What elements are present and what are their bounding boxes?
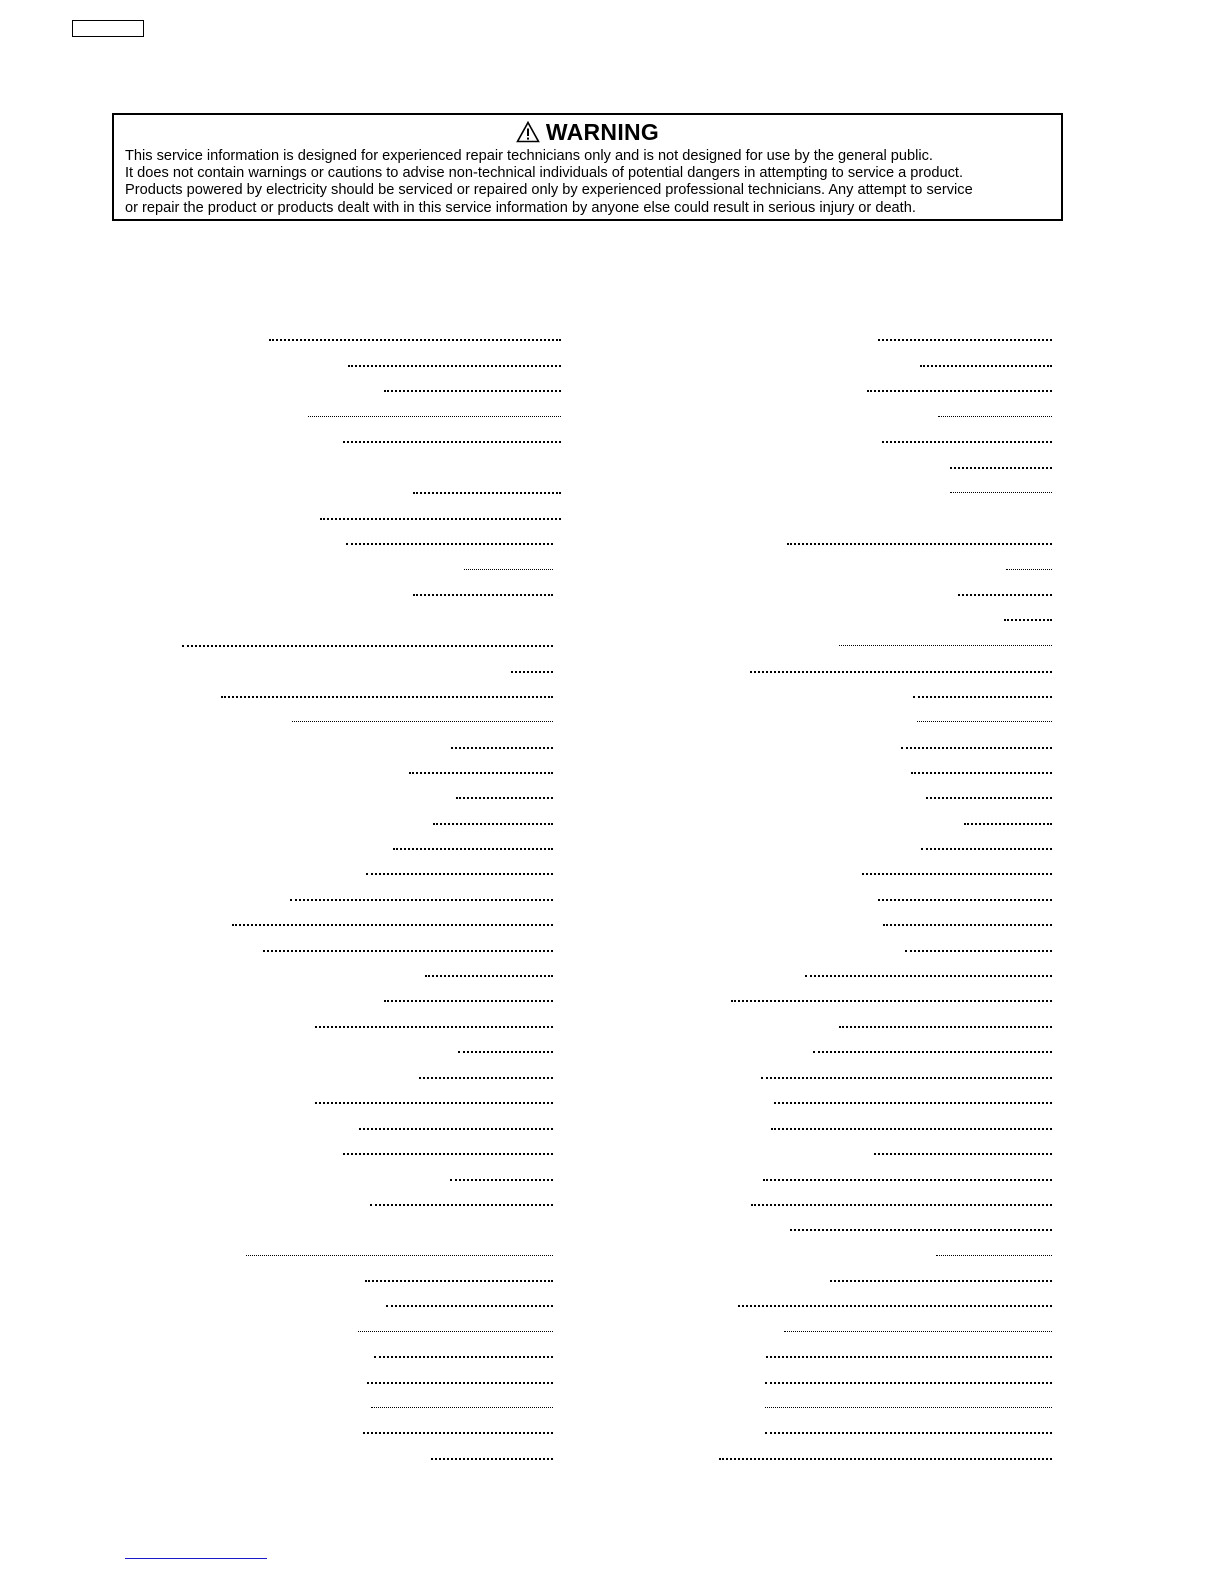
toc-dot-leader-left xyxy=(511,671,553,673)
toc-dot-leader-right xyxy=(958,594,1052,596)
toc-dot-leader-right xyxy=(731,1000,1052,1002)
toc-dot-leader-right xyxy=(911,772,1052,774)
toc-dot-leader-right xyxy=(839,645,1052,646)
toc-dot-leader-right xyxy=(950,467,1052,469)
toc-dot-leader-right xyxy=(761,1077,1052,1079)
warning-line: This service information is designed for experienced repair technicians only and is not designed for use by the general public. xyxy=(125,148,933,164)
toc-dot-leader-right xyxy=(750,671,1052,673)
toc-dot-leader-right xyxy=(913,696,1052,698)
toc-dot-leader-right xyxy=(765,1407,1052,1408)
toc-dot-leader-left xyxy=(384,390,561,392)
toc-dot-leader-right xyxy=(774,1102,1052,1104)
toc-dot-leader-left xyxy=(221,696,553,698)
toc-dot-leader-left xyxy=(371,1407,553,1408)
toc-dot-leader-left xyxy=(348,365,561,367)
toc-dot-leader-left xyxy=(367,1382,553,1384)
toc-dot-leader-left xyxy=(384,1000,553,1002)
toc-dot-leader-left xyxy=(386,1305,553,1307)
warning-line: or repair the product or products dealt with in this service information by anyone else could result in serious injury or death. xyxy=(125,199,916,216)
toc-dot-leader-right xyxy=(805,975,1052,977)
toc-dot-leader-right xyxy=(790,1229,1052,1231)
toc-dot-leader-right xyxy=(765,1382,1052,1384)
toc-dot-leader-left xyxy=(409,772,553,774)
toc-dot-leader-right xyxy=(878,339,1052,341)
toc-dot-leader-left xyxy=(269,339,561,341)
toc-dot-leader-right xyxy=(920,365,1052,367)
toc-dot-leader-left xyxy=(320,518,561,520)
warning-line: It does not contain warnings or cautions to advise non-technical individuals of potential dangers in attempting to service a product. xyxy=(125,165,964,182)
toc-dot-leader-right xyxy=(878,899,1052,901)
toc-dot-leader-right xyxy=(719,1458,1052,1460)
toc-dot-leader-right xyxy=(787,543,1052,545)
toc-dot-leader-left xyxy=(425,975,553,977)
toc-dot-leader-right xyxy=(766,1356,1052,1358)
toc-dot-leader-left xyxy=(315,1102,553,1104)
toc-dot-leader-right xyxy=(936,1255,1052,1256)
toc-dot-leader-left xyxy=(346,543,553,545)
toc-dot-leader-left xyxy=(413,594,553,596)
toc-dot-leader-right xyxy=(883,924,1052,926)
toc-dot-leader-right xyxy=(830,1280,1052,1282)
toc-dot-leader-right xyxy=(784,1331,1052,1332)
toc-dot-leader-right xyxy=(917,721,1052,722)
toc-dot-leader-left xyxy=(393,848,553,850)
toc-dot-leader-right xyxy=(862,873,1052,875)
toc-dot-leader-left xyxy=(366,873,553,875)
toc-dot-leader-left xyxy=(458,1051,553,1053)
toc-dot-leader-left xyxy=(358,1331,553,1332)
toc-dot-leader-left xyxy=(433,823,553,825)
toc-dot-leader-right xyxy=(771,1128,1052,1130)
toc-dot-leader-right xyxy=(867,390,1052,392)
toc-dot-leader-left xyxy=(308,416,561,417)
toc-dot-leader-left xyxy=(246,1255,553,1256)
toc-dot-leader-left xyxy=(451,747,553,749)
toc-dot-leader-right xyxy=(874,1153,1052,1155)
toc-dot-leader-left xyxy=(419,1077,553,1079)
toc-dot-leader-right xyxy=(751,1204,1052,1206)
toc-dot-leader-left xyxy=(263,950,553,952)
toc-dot-leader-right xyxy=(813,1051,1052,1053)
toc-dot-leader-left xyxy=(232,924,553,926)
toc-dot-leader-left xyxy=(290,899,553,901)
toc-dot-leader-left xyxy=(370,1204,553,1206)
warning-title: WARNING xyxy=(545,118,660,145)
toc-dot-leader-left xyxy=(464,569,553,570)
toc-dot-leader-right xyxy=(839,1026,1052,1028)
toc-dot-leader-right xyxy=(763,1179,1052,1181)
toc-dot-leader-right xyxy=(1006,569,1052,570)
toc-dot-leader-left xyxy=(374,1356,553,1358)
toc-dot-leader-left xyxy=(450,1179,553,1181)
toc-dot-leader-right xyxy=(765,1432,1052,1434)
toc-dot-leader-right xyxy=(926,797,1052,799)
toc-dot-leader-right xyxy=(921,848,1052,850)
toc-dot-leader-right xyxy=(882,441,1052,443)
warning-line: Products powered by electricity should be serviced or repaired only by experienced professional technicians. Any attempt to service xyxy=(125,182,973,199)
toc-dot-leader-left xyxy=(413,492,561,494)
toc-dot-leader-left xyxy=(363,1432,553,1434)
toc-dot-leader-left xyxy=(431,1458,553,1460)
toc-dot-leader-left xyxy=(343,1153,553,1155)
toc-dot-leader-right xyxy=(950,492,1052,493)
toc-dot-leader-right xyxy=(938,416,1052,417)
toc-dot-leader-left xyxy=(182,645,553,647)
footer-link-underline[interactable] xyxy=(125,1558,267,1559)
toc-dot-leader-right xyxy=(964,823,1052,825)
toc-dot-leader-right xyxy=(901,747,1052,749)
toc-dot-leader-left xyxy=(456,797,553,799)
toc-dot-leader-right xyxy=(905,950,1052,952)
toc-dot-leader-left xyxy=(315,1026,553,1028)
toc-dot-leader-right xyxy=(1004,619,1052,621)
toc-dot-leader-left xyxy=(292,721,553,722)
toc-dot-leader-right xyxy=(738,1305,1052,1307)
toc-dot-leader-left xyxy=(343,441,561,443)
toc-dot-leader-left xyxy=(365,1280,553,1282)
toc-dot-leader-left xyxy=(359,1128,553,1130)
